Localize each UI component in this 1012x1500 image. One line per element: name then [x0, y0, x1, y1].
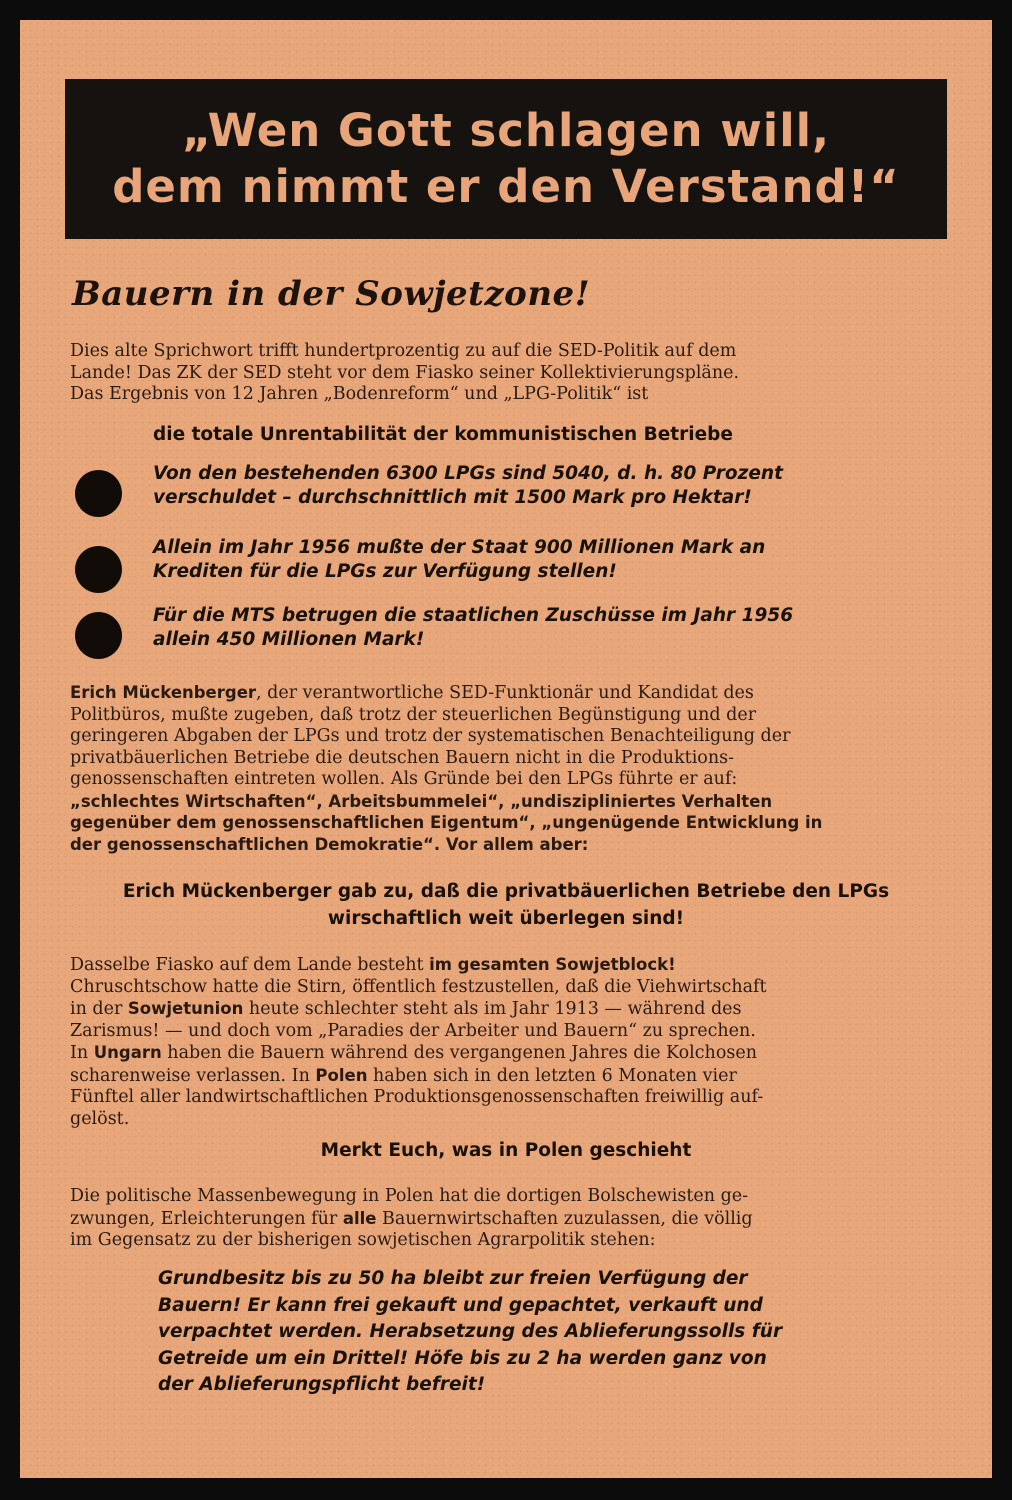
bullet-dot-icon [75, 470, 122, 517]
text-fragment: zwungen, Erleichterungen für [70, 1208, 343, 1229]
text-line [70, 1208, 952, 1231]
bold-line: der genossenschaftlichen Demokratie“. Vor allem aber: [70, 834, 589, 854]
text-fragment: haben sich in den letzten 6 Monaten vier [367, 1065, 737, 1086]
text-line: Lande! Das ZK der SED steht vor dem Fiasko seiner Kollektivierungspläne. [70, 362, 740, 383]
headline-box [65, 79, 947, 239]
text-line [70, 998, 952, 1021]
bullet-line: Krediten für die LPGs zur Verfügung stellen! [153, 561, 617, 582]
bullet-dot-icon [75, 546, 122, 593]
bullet-line: Allein im Jahr 1956 mußte der Staat 900 Millionen Mark an [153, 537, 766, 558]
fiasko-paragraph [70, 954, 952, 1130]
intro-paragraph [70, 341, 952, 406]
text-fragment: in der [70, 999, 128, 1019]
intro-highlight: die totale Unrentabilität der kommunistischen Betriebe [153, 424, 733, 445]
mueckenberger-paragraph [70, 682, 952, 855]
final-line: Bauern! Er kann frei gekauft und gepachtet, verkauft und [158, 1294, 763, 1316]
headline-line: dem nimmt er den Verstand!“ [112, 160, 900, 213]
headline-line: „Wen Gott schlagen will, [181, 104, 831, 157]
final-line: verpachtet werden. Herabsetzung des Ablieferungssolls für [158, 1321, 783, 1342]
admission-statement [60, 878, 952, 932]
text-line: im Gegensatz zu der bisherigen sowjetischen Agrarpolitik stehen: [70, 1230, 656, 1250]
text-line [70, 954, 952, 977]
final-demands [158, 1266, 953, 1399]
text-fragment: Bauernwirtschaften zuzulassen, die völlig [376, 1208, 753, 1229]
text-line: Zarismus! — und doch vom „Paradies der Arbeiter und Bauern“ zu sprechen. [70, 1020, 756, 1041]
text-line: gelöst. [70, 1108, 130, 1129]
bold-line: „schlechtes Wirtschaften“, Arbeitsbummelei“, „undiszipliniertes Verhalten [70, 791, 773, 811]
text-line: privatbäuerlichen Betriebe die deutschen Bauern nicht in die Produktions- [70, 747, 735, 768]
emphasis: im gesamten Sowjetblock! [429, 955, 676, 974]
polen-heading: Merkt Euch, was in Polen geschieht [320, 1140, 692, 1161]
text-line [70, 682, 952, 705]
polen-paragraph [70, 1186, 952, 1252]
bullet-text [153, 462, 953, 510]
final-line: der Ablieferungspflicht befreit! [158, 1374, 486, 1395]
leaflet-sheet [20, 20, 992, 1478]
bullet-item [70, 462, 952, 542]
text-line [70, 1042, 952, 1065]
bullet-line: verschuldet – durchschnittlich mit 1500 Mark pro Hektar! [153, 487, 752, 508]
bullet-line: allein 450 Millionen Mark! [153, 629, 425, 650]
admission-line: Erich Mückenberger gab zu, daß die privatbäuerlichen Betriebe den LPGs [122, 881, 890, 902]
emphasis: Sowjetunion [127, 999, 244, 1018]
final-line: Grundbesitz bis zu 50 ha bleibt zur freien Verfügung der [158, 1268, 748, 1289]
emphasis: Ungarn [93, 1043, 162, 1062]
person-name: Erich Mückenberger [70, 683, 257, 702]
text-fragment: haben die Bauern während des vergangenen Jahres die Kolchosen [161, 1043, 757, 1063]
bold-line: gegenüber dem genossenschaftlichen Eigentum“, „ungenügende Entwicklung in [70, 813, 823, 832]
bullet-item [70, 604, 952, 684]
bullet-text [153, 604, 953, 652]
text-line: geringeren Abgaben der LPGs und trotz der systematischen Benachteiligung der [70, 726, 791, 746]
text-line: genossenschaften eintreten wollen. Als Gründe bei den LPGs führte er auf: [70, 769, 738, 789]
text-line: Dies alte Sprichwort trifft hundertprozentig zu auf die SED-Politik auf dem [70, 341, 737, 361]
headline [112, 103, 900, 215]
admission-line: wirschaftlich weit überlegen sind! [327, 908, 685, 929]
text-fragment: scharenweise verlassen. In [70, 1065, 316, 1086]
text-fragment: In [70, 1043, 94, 1063]
bullet-dot-icon [75, 612, 122, 659]
text-fragment: , der verantwortliche SED-Funktionär und Kandidat des [256, 683, 754, 703]
final-line: Getreide um ein Drittel! Höfe bis zu 2 ha werden ganz von [158, 1347, 767, 1369]
text-fragment: heute schlechter steht als im Jahr 1913 — während des [243, 999, 742, 1019]
text-line [70, 1065, 952, 1088]
bullet-line: Von den bestehenden 6300 LPGs sind 5040, d. h. 80 Prozent [153, 463, 783, 484]
emphasis: Polen [315, 1065, 368, 1085]
text-line: Chruschtschow hatte die Stirn, öffentlich festzustellen, daß die Viehwirtschaft [70, 976, 767, 997]
text-line: Die politische Massenbewegung in Polen hat die dortigen Bolschewisten ge- [70, 1186, 749, 1206]
bullet-text [153, 536, 953, 584]
emphasis: alle [342, 1208, 377, 1228]
bullet-line: Für die MTS betrugen die staatlichen Zuschüsse im Jahr 1956 [153, 605, 794, 626]
text-fragment: Dasselbe Fiasko auf dem Lande besteht [70, 955, 430, 975]
text-line: Fünftel aller landwirtschaftlichen Produktionsgenossenschaften freiwillig auf- [70, 1087, 764, 1107]
subtitle: Bauern in der Sowjetzone! [72, 274, 591, 314]
text-line: Politbüros, mußte zugeben, daß trotz der steuerlichen Begünstigung und der [70, 704, 757, 725]
text-line: Das Ergebnis von 12 Jahren „Bodenreform“ und „LPG-Politik“ ist [70, 384, 649, 404]
